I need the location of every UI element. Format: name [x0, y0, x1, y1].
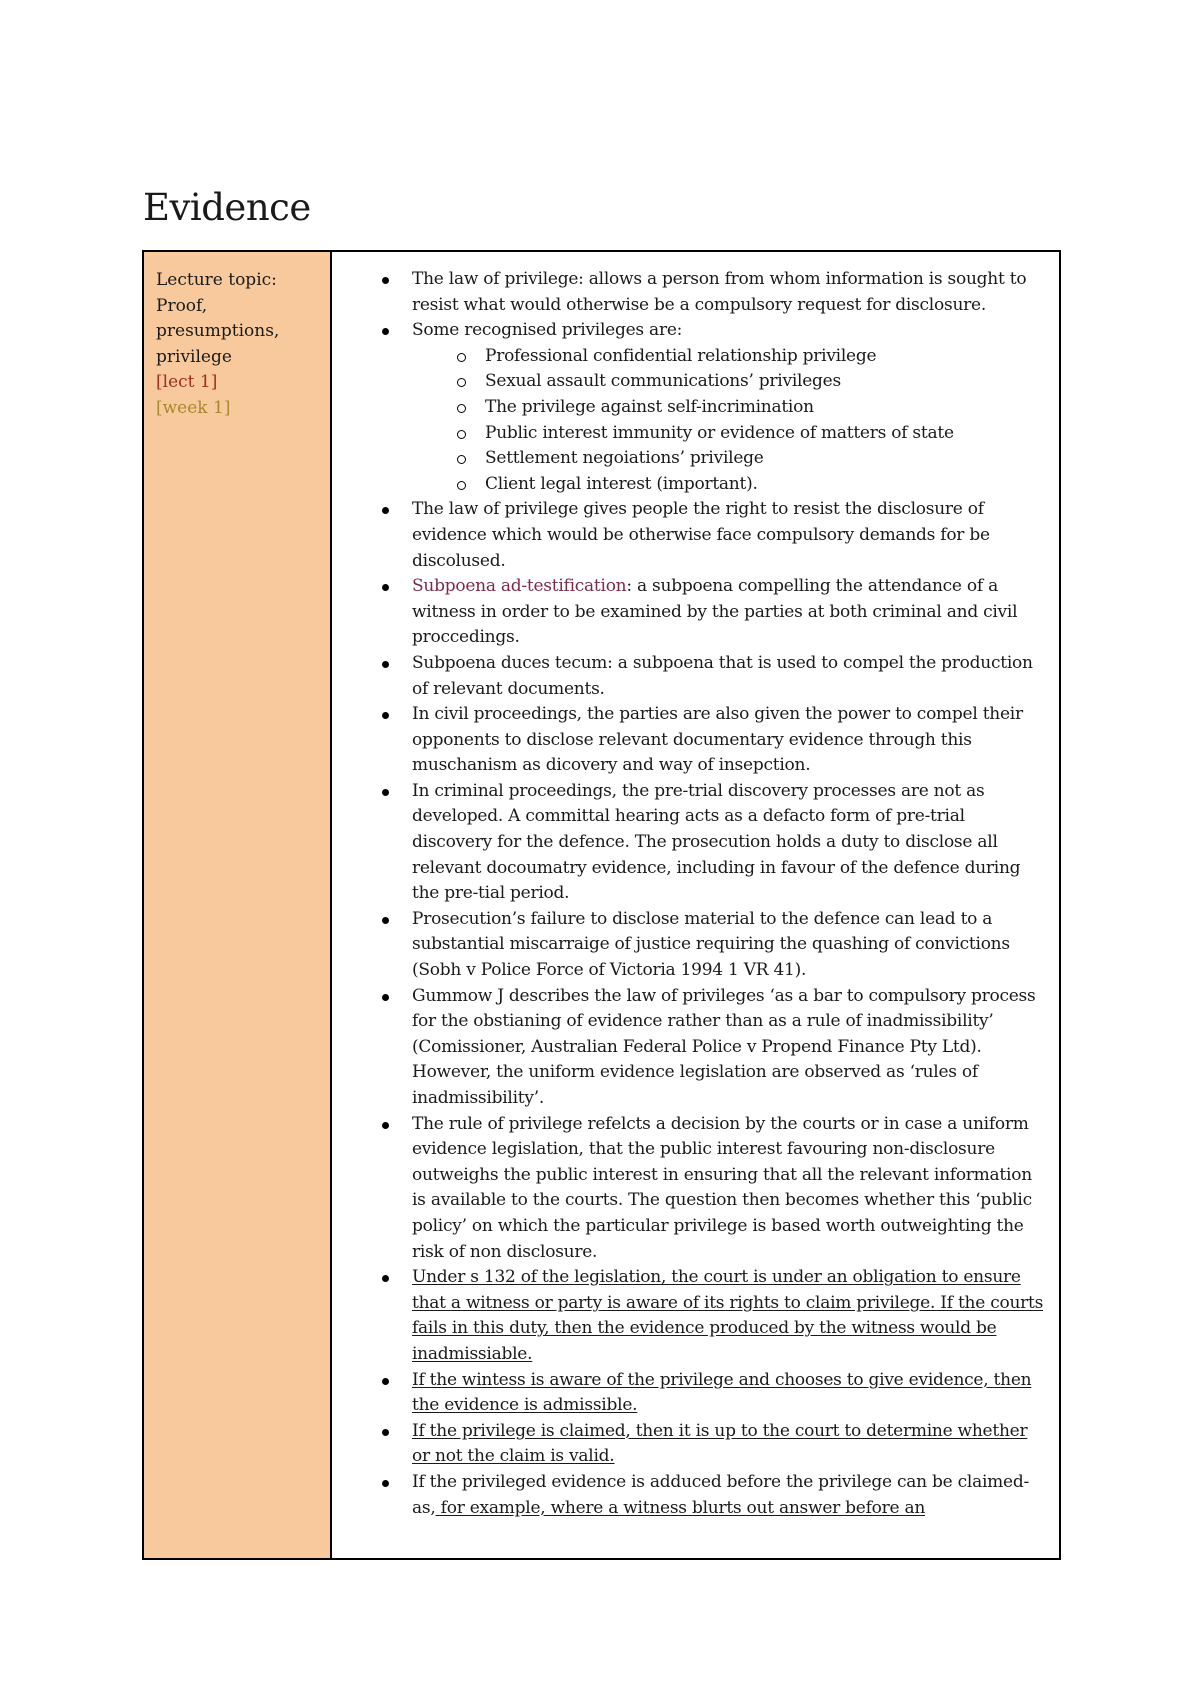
bullet-item: In criminal proceedings, the pre-trial discovery processes are not as developed. A committal hearing acts as a defacto form of pre-trial discovery for the defence. The prosecution holds a duty to disclose all relevant docoumatry evidence, including in favour of the defence during the pre-tial period.	[332, 779, 1049, 907]
notes-bullet-list	[332, 267, 1049, 1521]
notes-table	[142, 250, 1061, 1560]
bullet-item: The rule of privilege refelcts a decision by the courts or in case a uniform evidence legislation, that the public interest favouring non-disclosure outweighs the public interest in ensuring that all the relevant information is available to the courts. The question then becomes whether this ‘public policy’ on which the particular privilege is based worth outweighting the risk of non disclosure.	[332, 1112, 1049, 1266]
bullet-item: The law of privilege: allows a person from whom information is sought to resist what would otherwise be a compulsory request for disclosure.	[332, 267, 1049, 318]
topic-line: presumptions,	[156, 321, 280, 342]
bullet-item-underlined: If the wintess is aware of the privilege and chooses to give evidence, then the evidence is admissible.	[332, 1368, 1049, 1419]
week-tag: [week 1]	[156, 397, 231, 418]
bullet-text-underlined: for example, where a witness blurts out answer before an	[435, 1497, 926, 1518]
bullet-item: The law of privilege gives people the right to resist the disclosure of evidence which would be otherwise face compulsory demands for be discolused.	[332, 497, 1049, 574]
bullet-item	[332, 318, 1049, 497]
bullet-item: Gummow J describes the law of privileges ‘as a bar to compulsory process for the obstianing of evidence rather than as a rule of inadmissibility’ (Comissioner, Australian Federal Police v Propend Finance Pty Ltd). However, the uniform evidence legislation are observed as ‘rules of inadmissibility’.	[332, 984, 1049, 1112]
sub-bullet-item: The privilege against self-incrimination	[412, 395, 1049, 421]
bullet-item-underlined: Under s 132 of the legislation, the court is under an obligation to ensure that a witness or party is aware of its rights to claim privilege. If the courts fails in this duty, then the evidence produced by the witness would be inadmissiable.	[332, 1265, 1049, 1367]
sub-bullet-item: Settlement negoiations’ privilege	[412, 446, 1049, 472]
bullet-item-underlined: If the privilege is claimed, then it is up to the court to determine whether or not the claim is valid.	[332, 1419, 1049, 1470]
lecture-topic-cell	[144, 252, 332, 1558]
bullet-item: Subpoena duces tecum: a subpoena that is used to compel the production of relevant documents.	[332, 651, 1049, 702]
bullet-item: Prosecution’s failure to disclose material to the defence can lead to a substantial miscarraige of justice requiring the quashing of convictions (Sobh v Police Force of Victoria 1994 1 VR 41).	[332, 907, 1049, 984]
bullet-text: : a subpoena compelling the attendance of a witness in order to be examined by the parties at both criminal and civil proccedings.	[412, 576, 1018, 648]
topic-line: privilege	[156, 346, 232, 367]
bullet-text: Some recognised privileges are:	[412, 320, 683, 341]
sub-bullet-item: Public interest immunity or evidence of matters of state	[412, 421, 1049, 447]
bullet-item	[332, 574, 1049, 651]
sub-bullet-item: Sexual assault communications’ privileges	[412, 369, 1049, 395]
bullet-text: If the privileged evidence is adduced before the privilege can be claimed-as,	[412, 1471, 1029, 1518]
topic-line: Proof,	[156, 295, 208, 316]
notes-cell	[332, 252, 1059, 1558]
topic-line: Lecture topic:	[156, 270, 277, 290]
sub-bullet-item: Professional confidential relationship privilege	[412, 344, 1049, 370]
sub-bullet-item: Client legal interest (important).	[412, 472, 1049, 498]
page-title: Evidence	[143, 186, 311, 229]
subpoena-term: Subpoena ad-testification	[412, 576, 627, 597]
privileges-sublist	[412, 344, 1049, 498]
bullet-item: In civil proceedings, the parties are also given the power to compel their opponents to disclose relevant documentary evidence through this muschanism as dicovery and way of insepction.	[332, 702, 1049, 779]
lecture-tag: [lect 1]	[156, 372, 218, 393]
bullet-item	[332, 1470, 1049, 1521]
